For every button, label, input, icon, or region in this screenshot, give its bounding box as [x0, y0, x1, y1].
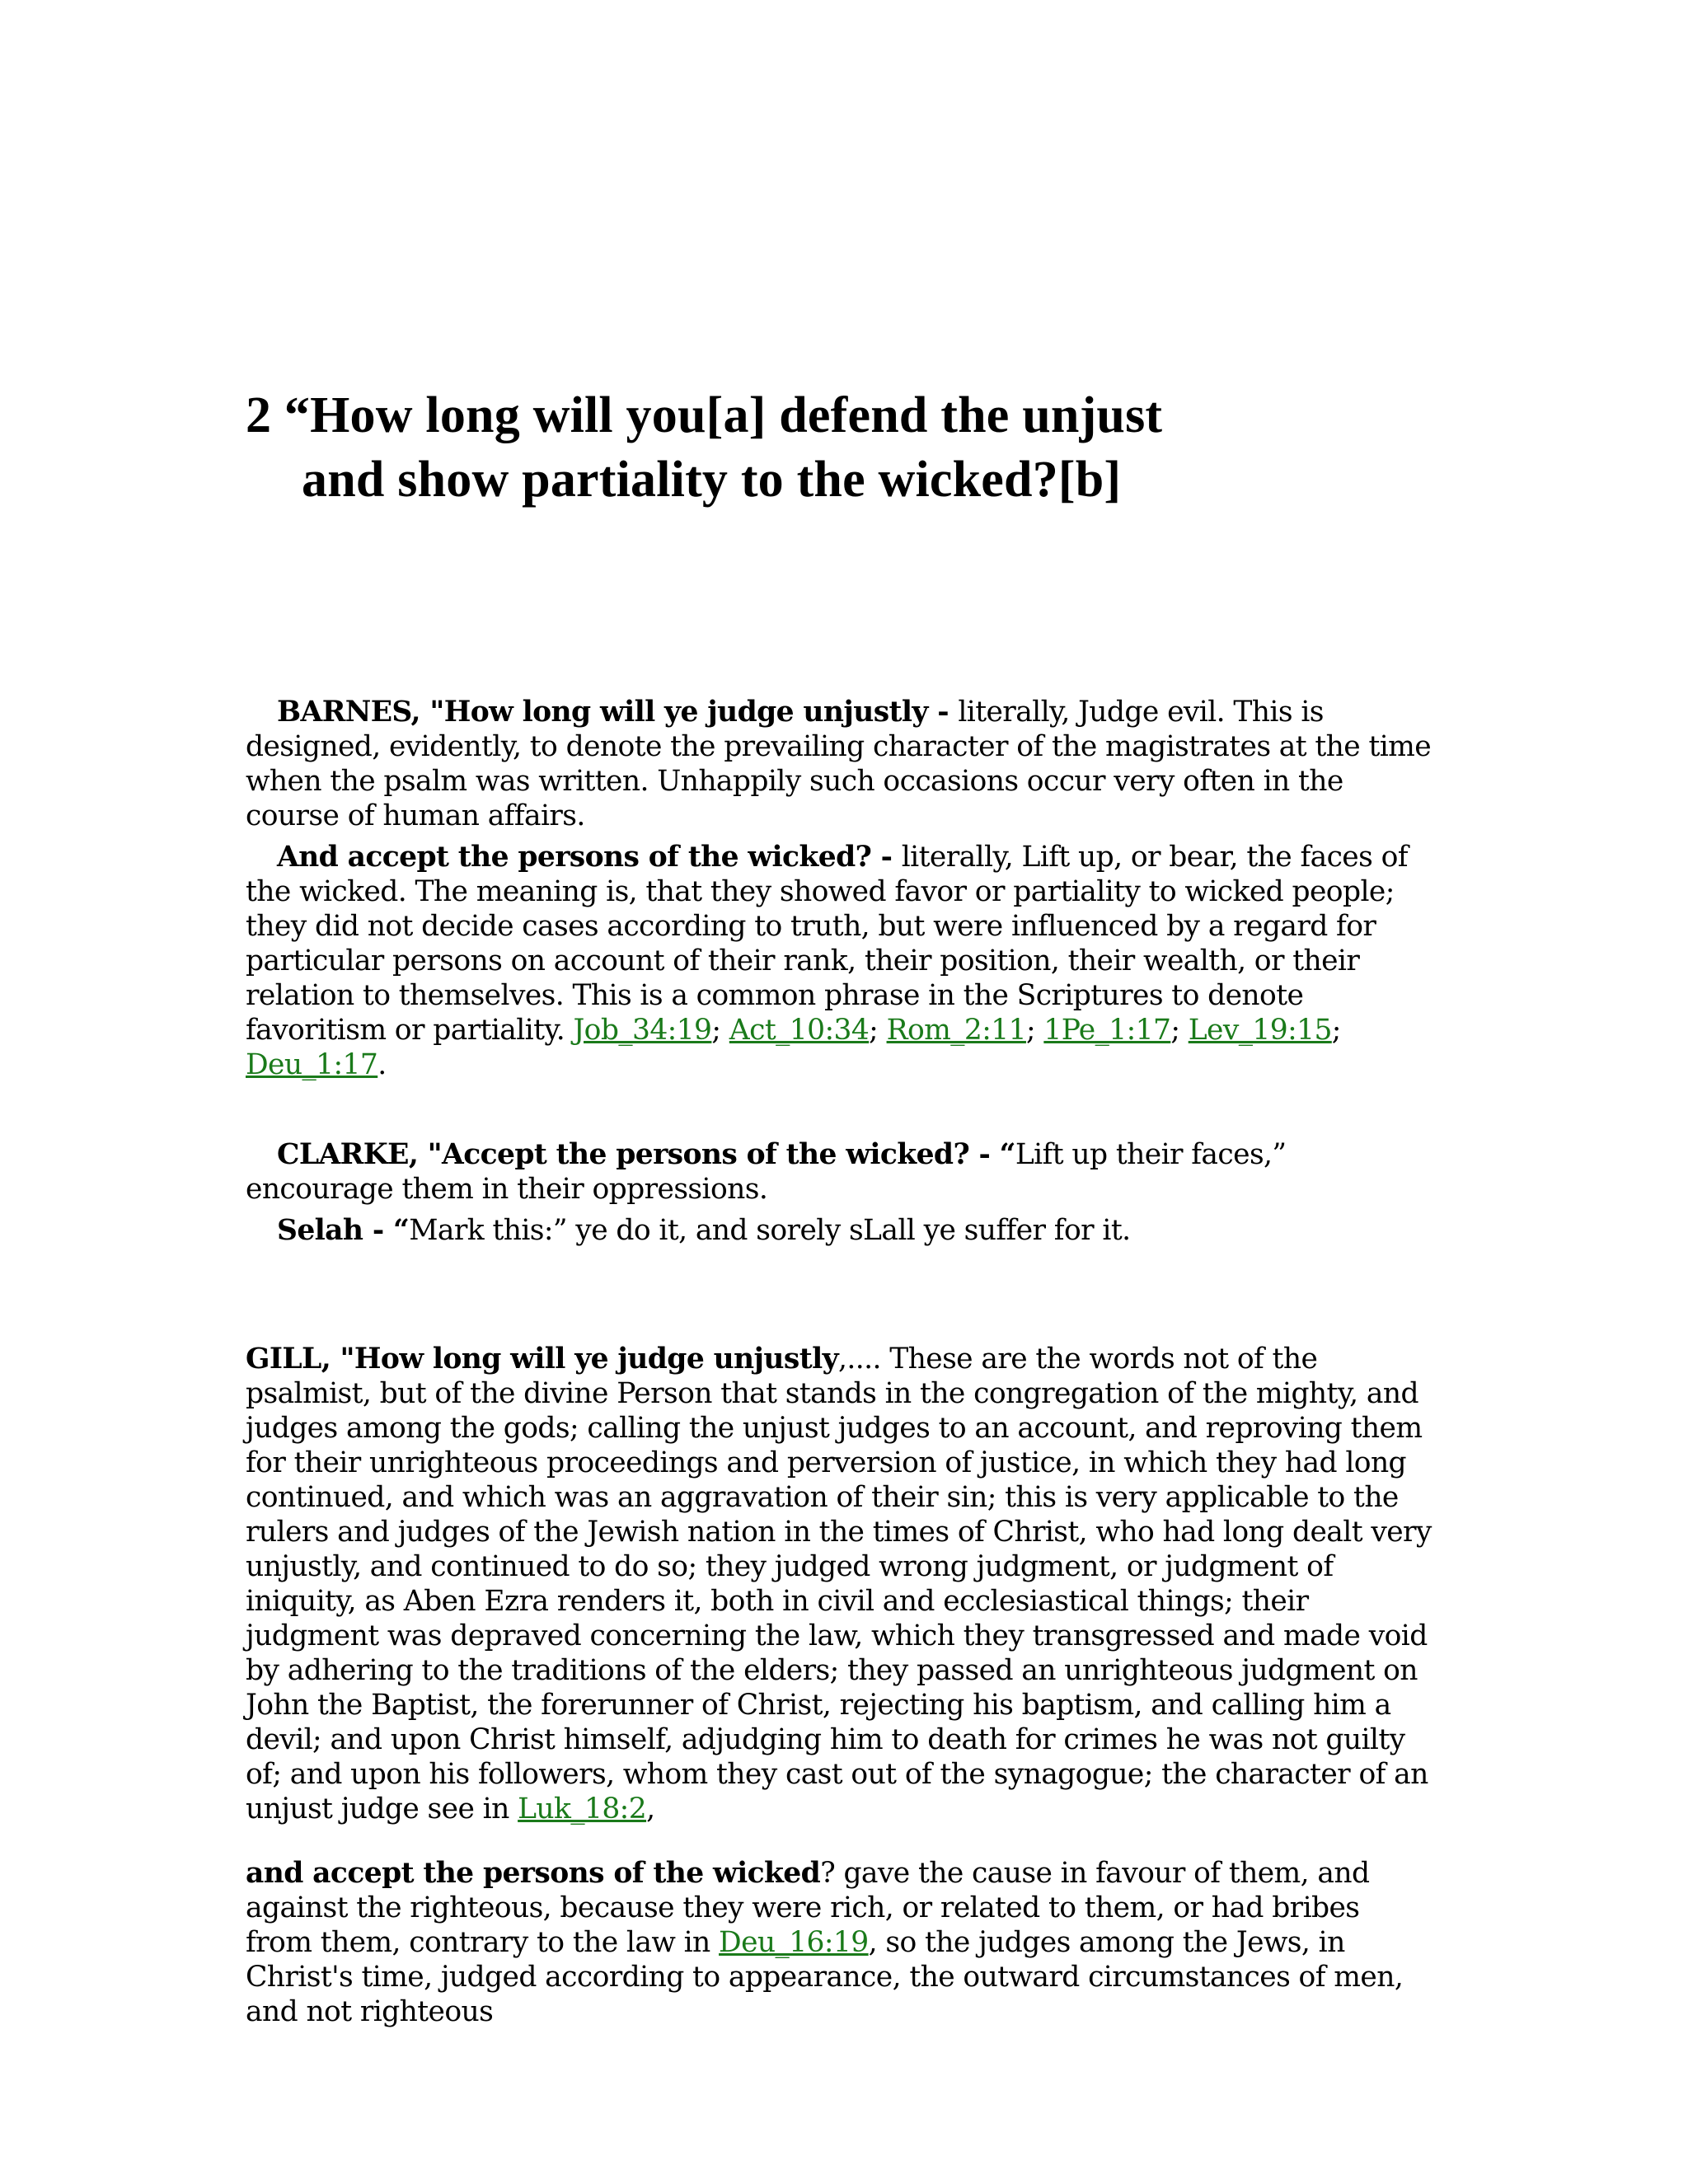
gill-text-2: ? gave the cause in favour of them, and against the righteous, because they were rich, or related to them, or had bribes from them, contrary to the law in: [246, 1857, 1370, 1959]
scripture-link-deu-1-17[interactable]: Deu_1:17: [246, 1048, 378, 1081]
clarke-paragraph-2: [246, 1213, 1432, 1248]
verse-heading-line-1: 2 “How long will you[a] defend the unjust: [246, 387, 1163, 443]
ref-separator: ;: [869, 1014, 887, 1047]
scripture-link-deu-16-19[interactable]: Deu_16:19: [719, 1926, 869, 1959]
ref-separator: ;: [711, 1014, 729, 1047]
verse-heading-line-2: and show partiality to the wicked?[b]: [302, 452, 1122, 508]
barnes-text-1: literally, Judge evil. This is designed, evidently, to denote the prevailing character of the magistrates at the time when the psalm was written. Unhappily such occasions occur very often in the course of human affairs.: [246, 696, 1432, 832]
barnes-end-period: .: [377, 1048, 387, 1081]
gill-lead-1: GILL, "How long will ye judge unjustly: [246, 1343, 839, 1376]
gill-text-1: ,.... These are the words not of the psalmist, but of the divine Person that stands in the congregation of the mighty, and judges among the gods; calling the unjust judges to an account, and reproving them for their unrighteous proceedings and perversion of justice, in which they had long continued, and which was an aggravation of their sin; this is very applicable to the rulers and judges of the Jewish nation in the times of Christ, who had long dealt very unjustly, and continued to do so; they judged wrong judgment, or judgment of iniquity, as Aben Ezra renders it, both in civil and ecclesiastical things; their judgment was depraved concerning the law, which they transgressed and made void by adhering to the traditions of the elders; they passed an unrighteous judgment on John the Baptist, the forerunner of Christ, rejecting his baptism, and calling him a devil; and upon Christ himself, adjudging him to death for crimes he was not guilty of; and upon his followers, whom they cast out of the synagogue; the character of an unjust judge see in: [246, 1343, 1432, 1825]
clarke-paragraph-1: [246, 1137, 1432, 1207]
gill-text-3: , so the judges among the Jews, in Christ's time, judged according to appearance, the outward circumstances of men, and not righteous: [246, 1926, 1404, 2028]
ref-separator: ;: [1025, 1014, 1044, 1047]
clarke-text-1: Lift up their faces,” encourage them in their oppressions.: [246, 1138, 1287, 1206]
barnes-lead-2: And accept the persons of the wicked? -: [277, 841, 902, 874]
clarke-commentary: [246, 1137, 1432, 1254]
barnes-text-2: literally, Lift up, or bear, the faces of the wicked. The meaning is, that they showed favor or partiality to wicked people; they did not decide cases according to truth, but were influenced by a regard for particular persons on account of their rank, their position, their wealth, or their relation to themselves. This is a common phrase in the Scriptures to denote favoritism or partiality.: [246, 841, 1408, 1047]
scripture-link-luk-18-2[interactable]: Luk_18:2: [518, 1793, 647, 1825]
gill-end-comma: ,: [646, 1793, 655, 1825]
gill-paragraph-1: [246, 1342, 1432, 1826]
barnes-commentary: [246, 695, 1432, 1089]
gill-paragraph-2: [246, 1856, 1432, 2029]
ref-separator: ;: [1170, 1014, 1189, 1047]
scripture-link-act-10-34[interactable]: Act_10:34: [729, 1014, 870, 1047]
verse-heading: [246, 383, 1162, 512]
clarke-lead-1: CLARKE, "Accept the persons of the wicked? - “: [277, 1138, 1015, 1171]
scripture-link-1pe-1-17[interactable]: 1Pe_1:17: [1043, 1014, 1171, 1047]
ref-separator: ;: [1331, 1014, 1341, 1047]
gill-commentary: [246, 1342, 1432, 2036]
scripture-link-rom-2-11[interactable]: Rom_2:11: [886, 1014, 1026, 1047]
scripture-link-lev-19-15[interactable]: Lev_19:15: [1188, 1014, 1332, 1047]
scripture-link-job-34-19[interactable]: Job_34:19: [573, 1014, 712, 1047]
barnes-paragraph-1: [246, 695, 1432, 833]
gill-lead-2: and accept the persons of the wicked: [246, 1857, 821, 1890]
barnes-paragraph-2: [246, 840, 1432, 1082]
barnes-lead-1: BARNES, "How long will ye judge unjustly -: [277, 696, 959, 729]
clarke-lead-2: Selah - “: [277, 1214, 410, 1247]
clarke-text-2: Mark this:” ye do it, and sorely sLall ye suffer for it.: [409, 1214, 1131, 1247]
